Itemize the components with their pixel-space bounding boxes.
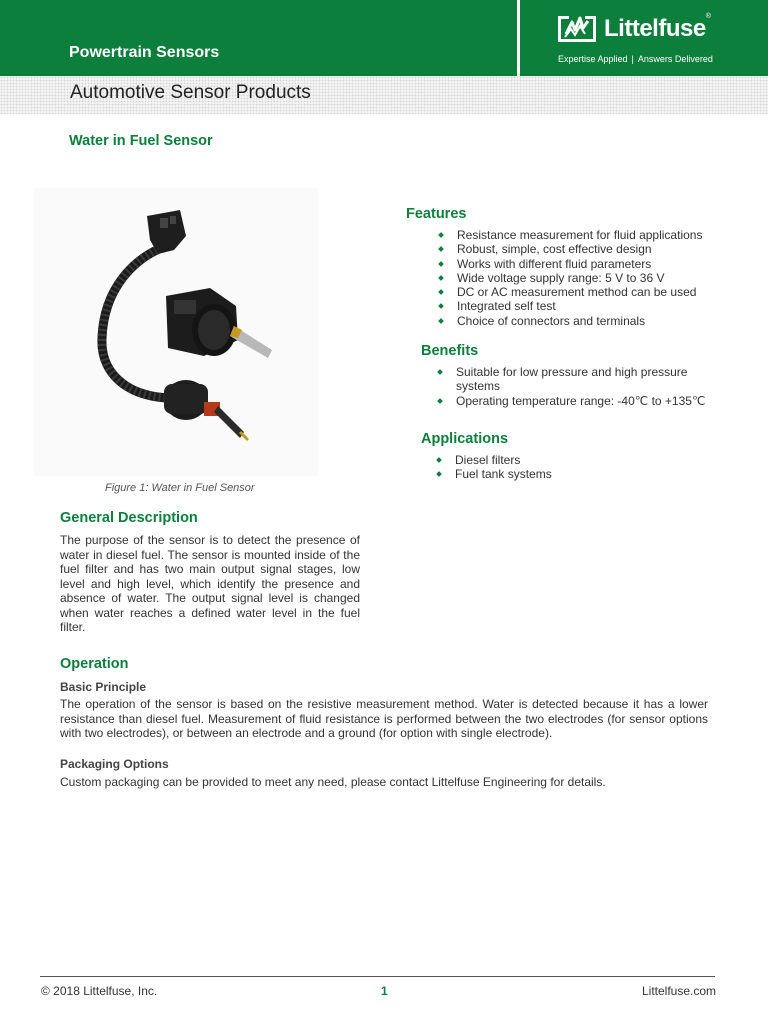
list-item: Robust, simple, cost effective design: [437, 242, 737, 256]
list-item: Diesel filters: [435, 453, 725, 467]
basic-principle-text: The operation of the sensor is based on the resistive measurement method. Water is detected because it has a lower resistance than diesel fuel. Measurement of fluid resistance is performed between the two electrodes (for sensor options with two electrodes), or between an electrode and a ground (for option with single electrode).: [60, 697, 708, 740]
probe-sensor-icon: [164, 380, 248, 440]
list-item: Wide voltage supply range: 5 V to 36 V: [437, 271, 737, 285]
figure-caption: Figure 1: Water in Fuel Sensor: [105, 482, 255, 494]
footer-rule: [40, 976, 715, 977]
packaging-options-text: Custom packaging can be provided to meet any need, please contact Littelfuse Engineering for details.: [60, 775, 606, 789]
basic-principle-heading: Basic Principle: [60, 680, 147, 694]
applications-heading: Applications: [421, 431, 509, 447]
littelfuse-logo-icon: [557, 12, 601, 46]
tagline-right: Answers Delivered: [637, 54, 713, 64]
general-description-heading: General Description: [60, 510, 198, 526]
footer-website-link[interactable]: Littelfuse.com: [642, 984, 717, 998]
registered-mark: ®: [705, 13, 711, 20]
tagline-separator: |: [631, 54, 634, 64]
product-image: [34, 188, 318, 476]
section-title: Powertrain Sensors: [69, 44, 220, 61]
sensor-body-icon: [166, 288, 272, 358]
list-item: Suitable for low pressure and high pressure systems: [436, 365, 726, 394]
operation-heading: Operation: [60, 656, 129, 672]
features-list: [437, 228, 737, 328]
list-item: Integrated self test: [437, 299, 737, 313]
title-band: [0, 76, 768, 114]
packaging-options-heading: Packaging Options: [60, 757, 169, 771]
footer-page-number: 1: [381, 984, 388, 998]
benefits-heading: Benefits: [421, 343, 479, 359]
features-heading: Features: [406, 206, 467, 222]
list-item: Operating temperature range: -40℃ to +135℃: [436, 394, 726, 408]
list-item: Resistance measurement for fluid applications: [437, 228, 737, 242]
list-item: Works with different fluid parameters: [437, 257, 737, 271]
list-item: Choice of connectors and terminals: [437, 314, 737, 328]
general-description-text: The purpose of the sensor is to detect the presence of water in diesel fuel. The sensor is mounted inside of the fuel filter and has two main output signal stages, low level and high level, which identify the presence and absence of water. The output signal level is changed when water reaches a defined water level in the fuel filter.: [60, 533, 360, 634]
product-title: Water in Fuel Sensor: [69, 133, 213, 149]
list-item: Fuel tank systems: [435, 467, 725, 481]
applications-list: [435, 453, 725, 482]
list-item: DC or AC measurement method can be used: [437, 285, 737, 299]
tagline-left: Expertise Applied: [558, 54, 628, 64]
brand-name: Littelfuse®: [604, 13, 711, 42]
tagline: [558, 54, 713, 64]
header-bar: [0, 0, 768, 76]
benefits-list: [436, 365, 726, 408]
header-divider: [517, 0, 520, 76]
page-title: Automotive Sensor Products: [70, 82, 311, 103]
footer-copyright: © 2018 Littelfuse, Inc.: [41, 984, 158, 998]
